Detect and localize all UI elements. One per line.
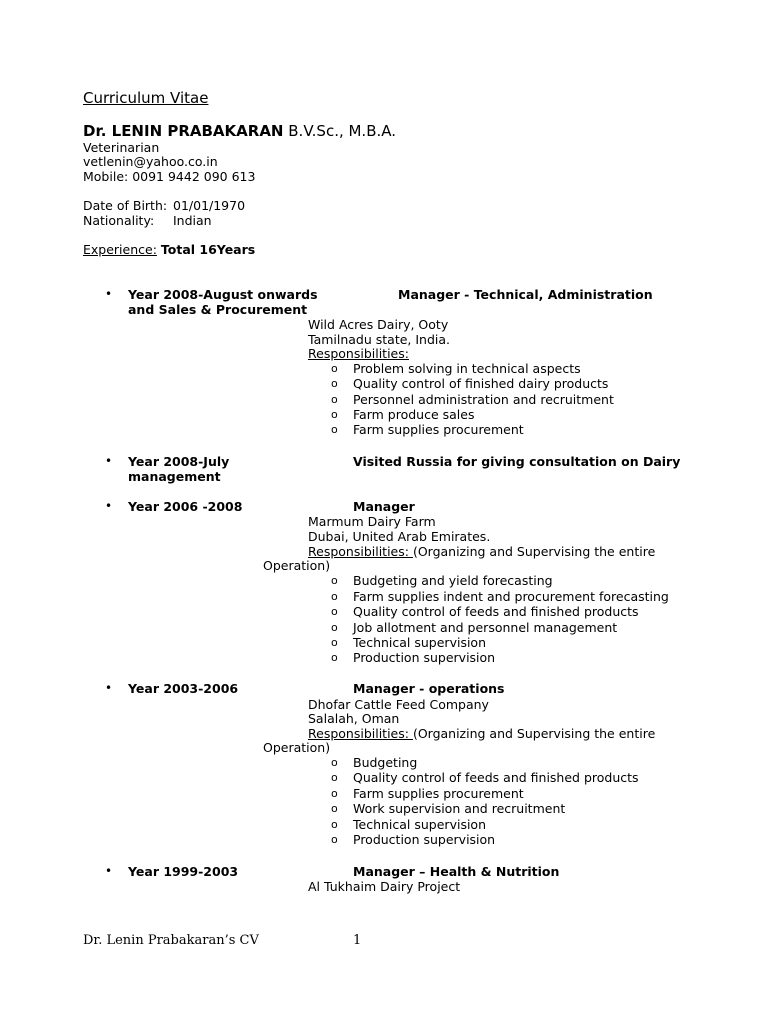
responsibility-item: Problem solving in technical aspects <box>353 361 581 376</box>
responsibilities-label: Responsibilities: <box>308 544 413 559</box>
responsibility-item: Farm supplies procurement <box>353 422 524 437</box>
applicant-name-line <box>83 124 396 139</box>
responsibility-item: Personnel administration and recruitment <box>353 392 614 407</box>
job-role-cont: management <box>128 469 221 484</box>
job-year: Year 1999-2003 <box>128 864 239 879</box>
sub-bullet-icon: o <box>331 787 338 800</box>
responsibilities-line <box>308 726 655 741</box>
bullet-icon: • <box>105 287 113 301</box>
sub-bullet-icon: o <box>331 771 338 784</box>
nationality-label: Nationality: <box>83 213 155 228</box>
responsibility-item: Budgeting <box>353 755 418 770</box>
sub-bullet-icon: o <box>331 423 338 436</box>
responsibility-item: Quality control of feeds and finished products <box>353 604 639 619</box>
sub-bullet-icon: o <box>331 362 338 375</box>
job-org: Wild Acres Dairy, Ooty <box>308 317 449 332</box>
responsibility-item: Job allotment and personnel management <box>353 620 618 635</box>
bullet-icon: • <box>105 681 113 695</box>
sub-bullet-icon: o <box>331 408 338 421</box>
job-org: Dhofar Cattle Feed Company <box>308 697 489 712</box>
responsibilities-note-cont: Operation) <box>263 740 331 755</box>
responsibility-item: Quality control of finished dairy products <box>353 376 609 391</box>
bullet-icon: • <box>105 454 113 468</box>
bullet-icon: • <box>105 499 113 513</box>
sub-bullet-icon: o <box>331 833 338 846</box>
experience-line <box>83 242 255 257</box>
responsibility-item: Work supervision and recruitment <box>353 801 566 816</box>
experience-label: Experience: <box>83 242 157 257</box>
sub-bullet-icon: o <box>331 636 338 649</box>
responsibility-item: Farm supplies procurement <box>353 786 524 801</box>
experience-total: Total 16Years <box>160 242 256 257</box>
sub-bullet-icon: o <box>331 393 338 406</box>
responsibilities-note: (Organizing and Supervising the entire <box>412 726 656 741</box>
job-year: Year 2008-August onwards <box>128 287 318 302</box>
job-role-cont: and Sales & Procurement <box>128 302 308 317</box>
sub-bullet-icon: o <box>331 802 338 815</box>
responsibilities-label: Responsibilities: <box>308 726 413 741</box>
job-role: Manager <box>353 499 415 514</box>
page-number: 1 <box>353 933 362 948</box>
sub-bullet-icon: o <box>331 605 338 618</box>
job-role: Visited Russia for giving consultation on Dairy <box>353 454 681 469</box>
job-location: Salalah, Oman <box>308 711 400 726</box>
responsibility-item: Production supervision <box>353 832 496 847</box>
responsibility-item: Farm produce sales <box>353 407 475 422</box>
job-role: Manager - operations <box>353 681 505 696</box>
nationality-value: Indian <box>173 213 212 228</box>
sub-bullet-icon: o <box>331 621 338 634</box>
job-org: Al Tukhaim Dairy Project <box>308 879 461 894</box>
email: vetlenin@yahoo.co.in <box>83 154 218 169</box>
responsibilities-line <box>308 544 655 559</box>
responsibilities-note-cont: Operation) <box>263 558 331 573</box>
job-year: Year 2006 -2008 <box>128 499 243 514</box>
job-role: Manager - Technical, Administration <box>398 287 653 302</box>
responsibility-item: Quality control of feeds and finished products <box>353 770 639 785</box>
sub-bullet-icon: o <box>331 590 338 603</box>
job-year: Year 2008-July <box>128 454 230 469</box>
responsibility-item: Technical supervision <box>353 817 486 832</box>
applicant-degrees: B.V.Sc., M.B.A. <box>283 122 397 140</box>
footer-title: Dr. Lenin Prabakaran’s CV <box>83 933 259 948</box>
sub-bullet-icon: o <box>331 377 338 390</box>
responsibility-item: Farm supplies indent and procurement forecasting <box>353 589 669 604</box>
job-location: Dubai, United Arab Emirates. <box>308 529 491 544</box>
responsibilities-note: (Organizing and Supervising the entire <box>412 544 656 559</box>
responsibility-item: Budgeting and yield forecasting <box>353 573 553 588</box>
responsibility-item: Production supervision <box>353 650 496 665</box>
dob-value: 01/01/1970 <box>173 198 246 213</box>
sub-bullet-icon: o <box>331 574 338 587</box>
sub-bullet-icon: o <box>331 818 338 831</box>
sub-bullet-icon: o <box>331 756 338 769</box>
responsibility-item: Technical supervision <box>353 635 486 650</box>
applicant-name: Dr. LENIN PRABAKARAN <box>83 122 284 140</box>
profession: Veterinarian <box>83 140 160 155</box>
job-role: Manager – Health & Nutrition <box>353 864 560 879</box>
bullet-icon: • <box>105 864 113 878</box>
document-title: Curriculum Vitae <box>83 89 209 107</box>
job-location: Tamilnadu state, India. <box>308 332 451 347</box>
dob-label: Date of Birth: <box>83 198 168 213</box>
mobile: Mobile: 0091 9442 090 613 <box>83 169 256 184</box>
responsibilities-label: Responsibilities: <box>308 346 409 361</box>
sub-bullet-icon: o <box>331 651 338 664</box>
job-year: Year 2003-2006 <box>128 681 239 696</box>
job-org: Marmum Dairy Farm <box>308 514 436 529</box>
